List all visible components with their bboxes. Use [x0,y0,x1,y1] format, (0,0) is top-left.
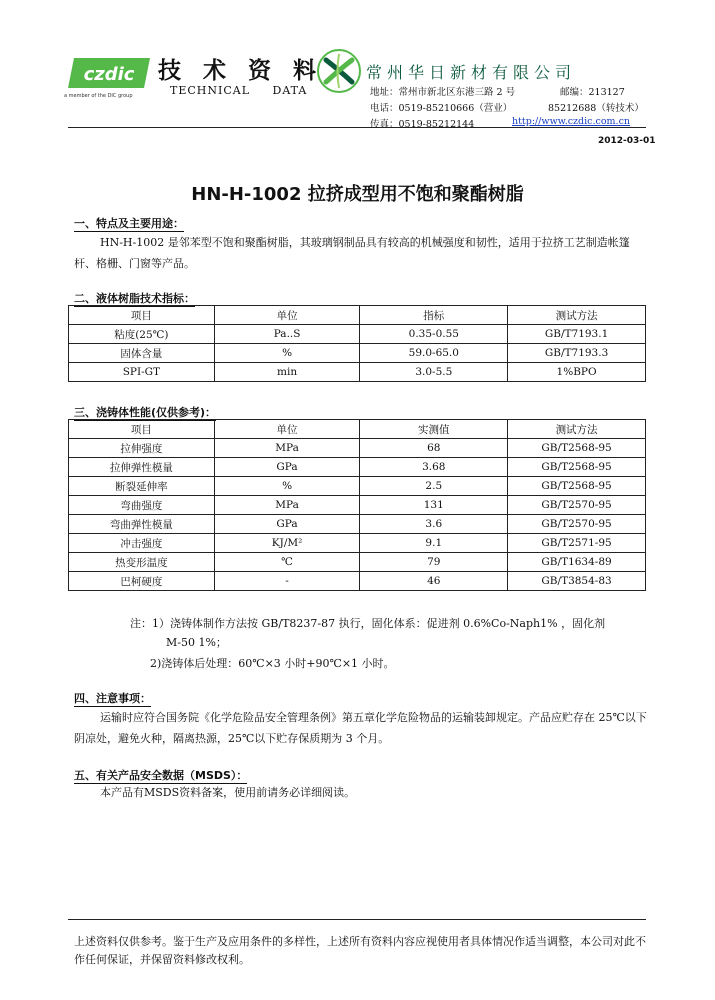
company-postcode: 邮编：213127 [560,87,625,98]
table-cell: 3.6 [360,515,508,534]
table-row [69,439,646,458]
table-cell: 粘度(25℃) [69,325,215,344]
section-5-heading-text: 五、有关产品安全数据（MSDS）： [74,769,248,782]
table-row [69,534,646,553]
table-cell: 3.68 [360,458,508,477]
table-row [69,496,646,515]
company-logo [68,58,150,88]
table-cell: GB/T2570-95 [508,496,646,515]
liquid-resin-spec-table [68,305,646,382]
table-row [69,553,646,572]
table-cell: SPI-GT [69,363,215,382]
table-row [69,572,646,591]
document-title: HN-H-1002 拉挤成型用不饱和聚酯树脂 [191,184,524,205]
section-5-heading [74,767,247,783]
company-phone: 电话：0519-85210666（营业） [370,103,513,114]
footer-disclaimer: 上述资料仅供参考。鉴于生产及应用条件的多样性，上述所有资料内容应视使用者具体情况作适当调整，本公司对此不作任何保证，并保留资料修改权利。 [74,935,646,966]
table-cell: GPa [214,515,360,534]
table-cell: 3.0-5.5 [360,363,508,382]
table-cell: MPa [214,439,360,458]
column-header: 单位 [214,306,360,325]
section-5-text: 本产品有MSDS资料备案，使用前请务必详细阅读。 [100,786,356,799]
section-2-heading-text: 二、液体树脂技术指标： [74,292,195,305]
table-cell: MPa [214,496,360,515]
table-cell: 冲击强度 [69,534,215,553]
table-cell: 拉伸弹性模量 [69,458,215,477]
table-cell: 热变形温度 [69,553,215,572]
table-cell: 0.35-0.55 [360,325,508,344]
column-header: 项目 [69,306,215,325]
table-cell: 固体含量 [69,344,215,363]
note-1-line-1: 注：1）浇铸体制作方法按 GB/T8237-87 执行，固化体系：促进剂 0.6%Co-Naph1% ，固化剂 [130,617,606,630]
document-date: 2012-03-01 [598,136,656,146]
section-1-text: HN-H-1002 是邻苯型不饱和聚酯树脂，其玻璃钢制品具有较高的机械强度和韧性，适用于拉挤工艺制造帐篷杆、格栅、门窗等产品。 [74,236,630,270]
column-header: 项目 [69,420,215,439]
section-3-heading-text: 三、浇铸体性能(仅供参考)： [74,406,217,419]
section-2-heading [74,290,195,306]
table-cell: GB/T2571-95 [508,534,646,553]
table-cell: 拉伸强度 [69,439,215,458]
table-cell: 59.0-65.0 [360,344,508,363]
table-cell: 46 [360,572,508,591]
header-subtitle-2: DATA [272,84,308,97]
table-row [69,325,646,344]
table-cell: ℃ [214,553,360,572]
table-cell: min [214,363,360,382]
table-cell: GB/T3854-83 [508,572,646,591]
table-cell: GB/T1634-89 [508,553,646,572]
logo-subtitle: a member of the DIC group [64,93,133,99]
table-cell: GB/T2568-95 [508,458,646,477]
table-cell: 131 [360,496,508,515]
table-cell: 断裂延伸率 [69,477,215,496]
table-cell: 巴柯硬度 [69,572,215,591]
table-cell: GB/T2570-95 [508,515,646,534]
section-1-heading-text: 一、特点及主要用途： [74,217,184,230]
company-website-link[interactable]: http://www.czdic.com.cn [512,116,631,127]
casting-properties-table [68,419,646,591]
table-cell: 68 [360,439,508,458]
table-cell: % [214,344,360,363]
table-cell: 2.5 [360,477,508,496]
table-row [69,515,646,534]
table-cell: GB/T2568-95 [508,439,646,458]
table-cell: - [214,572,360,591]
column-header: 指标 [360,306,508,325]
table-cell: GB/T2568-95 [508,477,646,496]
note-1-line-2: M-50 1%； [166,636,227,649]
column-header: 单位 [214,420,360,439]
company-name: 常州华日新材有限公司 [366,63,577,82]
section-3-heading [74,404,216,420]
table-row [69,458,646,477]
table-row [69,477,646,496]
table-header-row [69,420,646,439]
column-header: 测试方法 [508,306,646,325]
table-cell: 79 [360,553,508,572]
company-fax: 传真：0519-85212144 [370,119,475,130]
logo-text: czdic [83,64,135,85]
section-4-heading-text: 四、注意事项： [74,692,151,705]
column-header: 实测值 [360,420,508,439]
section-4-heading [74,690,151,706]
section-1-heading [74,215,184,231]
company-address: 地址：常州市新北区东港三路 2 号 [370,87,516,98]
header-subtitle [170,84,307,97]
table-row [69,344,646,363]
table-cell: 弯曲弹性模量 [69,515,215,534]
header-subtitle-1: TECHNICAL [170,84,251,97]
table-row [69,363,646,382]
table-cell: GPa [214,458,360,477]
table-cell: % [214,477,360,496]
header-title: 技 术 资 料 [158,58,324,84]
table-cell: KJ/M² [214,534,360,553]
table-cell: 弯曲强度 [69,496,215,515]
header-rule [68,127,646,128]
table-cell: 1%BPO [508,363,646,382]
footer-rule [68,919,646,920]
company-phone-tech: 85212688（转技术） [548,103,644,114]
section-4-text: 运输时应符合国务院《化学危险品安全管理条例》第五章化学危险物品的运输装卸规定。产品应贮存在 25℃以下阴凉处，避免火种，隔离热源，25℃以下贮存保质期为 3 个月。 [74,711,647,745]
table-header-row [69,306,646,325]
company-emblem-icon [316,48,362,94]
table-cell: 9.1 [360,534,508,553]
note-2: 2)浇铸体后处理：60℃×3 小时+90℃×1 小时。 [150,657,395,670]
column-header: 测试方法 [508,420,646,439]
table-cell: Pa..S [214,325,360,344]
table-cell: GB/T7193.1 [508,325,646,344]
table-cell: GB/T7193.3 [508,344,646,363]
